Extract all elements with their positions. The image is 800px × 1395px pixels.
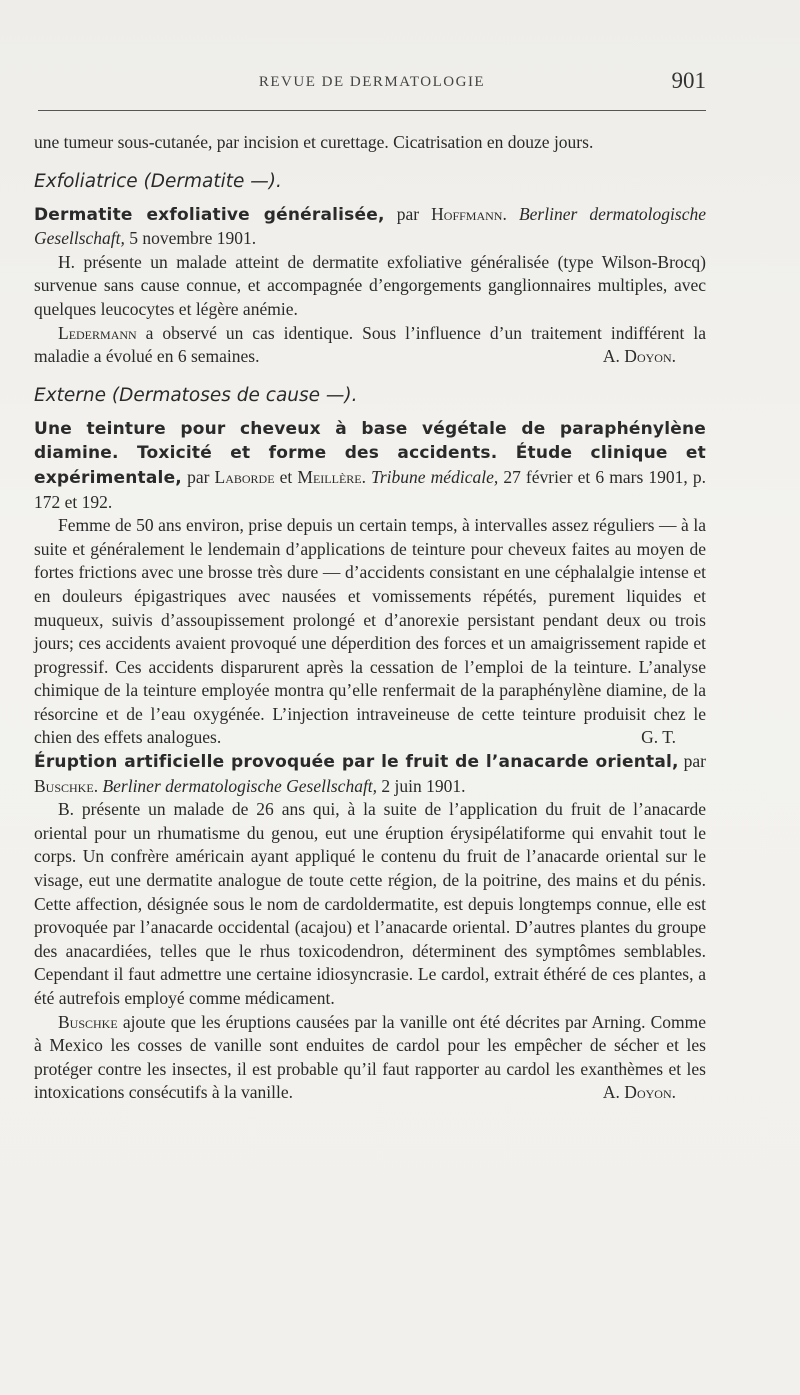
author-name: Laborde bbox=[214, 466, 275, 487]
page-header bbox=[38, 70, 706, 100]
by-word: par bbox=[181, 466, 215, 487]
section-heading-externe: Externe (Dermatoses de cause —). bbox=[34, 384, 358, 406]
signature: A. Doyon. bbox=[602, 346, 676, 367]
signature: G. T. bbox=[641, 727, 676, 748]
paragraph-text: a observé un cas identique. Sous l’influence d’un traitement indifférent la maladie a évolué en 6 semaines. bbox=[34, 322, 706, 367]
article-reference-dermatite-exfoliative bbox=[34, 203, 706, 251]
source-journal: Tribune médicale, bbox=[371, 466, 499, 487]
separator: . bbox=[361, 466, 372, 487]
separator: . bbox=[93, 775, 103, 796]
page-number: 901 bbox=[671, 68, 706, 93]
article-reference-eruption bbox=[34, 750, 706, 798]
by-word: par bbox=[384, 203, 432, 224]
article-title: Une teinture pour cheveux à base végétale de paraphénylène diamine. Toxicité et forme des accidents. Étude clinique et expérimentale, bbox=[34, 418, 706, 488]
section-heading-exfoliatrice: Exfoliatrice (Dermatite —). bbox=[34, 170, 282, 192]
publication-date: 2 juin 1901. bbox=[377, 775, 466, 796]
article-paragraph: H. présente un malade atteint de dermatite exfoliative généralisée (type Wilson-Brocq) survenue sans cause connue, et accompagnée d’engorgements ganglionnaires multiples, avec quelques leucocytes et légère anémie. bbox=[34, 251, 706, 319]
and-word: et bbox=[274, 466, 298, 487]
running-title: REVUE DE DERMATOLOGIE bbox=[258, 74, 486, 90]
publication-date: 5 novembre 1901. bbox=[124, 228, 257, 249]
article-title: Dermatite exfoliative généralisée, bbox=[34, 204, 385, 225]
publication-date: 27 février et 6 mars 1901, p. 172 et 192. bbox=[34, 466, 706, 512]
article-reference-teinture bbox=[34, 417, 706, 514]
source-journal: Berliner dermatologische Gesellschaft, bbox=[102, 775, 378, 796]
by-word: par bbox=[678, 751, 706, 772]
separator: . bbox=[502, 203, 519, 224]
source-journal: Berliner dermatologische Gesellschaft, bbox=[34, 203, 707, 249]
header-rule bbox=[38, 110, 706, 111]
article-paragraph: B. présente un malade de 26 ans qui, à la suite de l’application du fruit de l’anacarde oriental pour un rhumatisme du genou, eut une éruption érysipélatiforme qui envahit tout le corps. Un confrère américain ayant appliqué le contenu du fruit de l’anacarde oriental sur le visage, eut une dermatite analogue de toute cette région, de la poitrine, des mains et du pénis. Cette affection, désignée sous le nom de cardoldermatite, est depuis longtemps connue, elle est provoquée par l’anacarde occidental (acajou) et l’anacarde oriental. D’autres plantes du groupe des anacardiées, telles que le rhus toxicodendron, déterminent des symptômes semblables. Cependant il faut admettre une certaine idiosyncrasie. Le cardol, extrait éthéré de ces plantes, a été autrefois employé comme médicament. bbox=[34, 799, 706, 1008]
signature: A. Doyon. bbox=[602, 1082, 676, 1103]
article-paragraph bbox=[34, 322, 706, 369]
author-name: Buschke bbox=[34, 775, 94, 796]
author-name: Hoffmann bbox=[431, 203, 503, 224]
author-name: Meillère bbox=[297, 466, 362, 487]
author-name: Ledermann bbox=[58, 322, 137, 343]
article-paragraph bbox=[34, 1011, 706, 1105]
paragraph-text: Femme de 50 ans environ, prise depuis un certain temps, à intervalles assez réguliers — à la suite et généralement le lendemain d’applications de teinture pour cheveux faites au moyen de fortes frictions avec une brosse très dure — d’accidents consistant en une céphalalgie intense et en douleurs épigastriques avec nausées et vomissements répétés, purement liquides et muqueux, suivis d’assoupissement prolongé et d’anorexie persistant pendant deux ou trois jours; ces accidents avaient provoqué une déperdition des forces et un amaigrissement rapide et progressif. Ces accidents disparurent après la cessation de l’emploi de la teinture. L’analyse chimique de la teinture employée montra qu’elle renfermait de la paraphénylène diamine, de la résorcine et de l’eau oxygénée. L’injection intraveineuse de cette teinture produisit chez le chien des effets analogues. bbox=[34, 515, 706, 748]
author-name: Buschke bbox=[58, 1011, 118, 1032]
intro-paragraph: une tumeur sous-cutanée, par incision et curettage. Cicatrisation en douze jours. bbox=[34, 132, 594, 152]
body-text bbox=[34, 131, 706, 1105]
article-paragraph bbox=[34, 514, 706, 750]
article-title: Éruption artificielle provoquée par le fruit de l’anacarde oriental, bbox=[34, 752, 679, 773]
paragraph-text: ajoute que les éruptions causées par la vanille ont été décrites par Arning. Comme à Mexico les cosses de vanille sont enduites de cardol pour les empêcher de sécher et les protéger contre les insectes, il est probable qu’il faut rapporter au cardol les exanthèmes et les intoxications consécutifs à la vanille. bbox=[34, 1011, 706, 1103]
